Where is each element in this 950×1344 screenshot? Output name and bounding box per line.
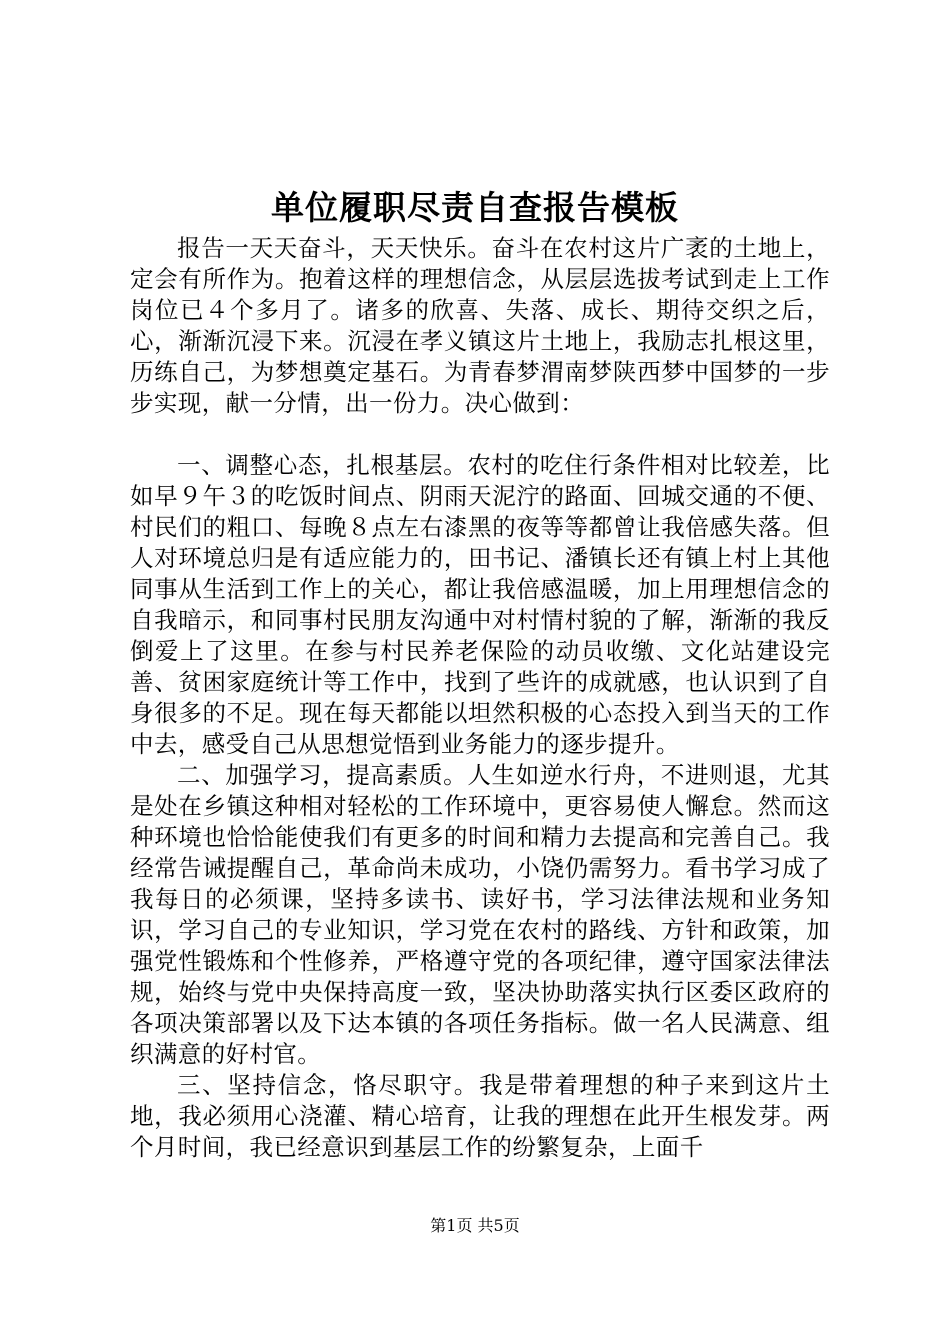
paragraph-section-1: 一、调整心态，扎根基层。农村的吃住行条件相对比较差，比如早９午３的吃饭时间点、阴雨天泥泞的路面、回城交通的不便、村民们的粗口、每晚８点左右漆黑的夜等等都曾让我倍感失落。但人对环境总归是有适应能力的，田书记、潘镇长还有镇上村上其他同事从生活到工作上的关心，都让我倍感温暖，加上用理想信念的自我暗示，和同事村民朋友沟通中对村情村貌的了解，渐渐的我反倒爱上了这里。在参与村民养老保险的动员收缴、文化站建设完善、贫困家庭统计等工作中，找到了些许的成就感，也认识到了自身很多的不足。现在每天都能以坦然积极的心态投入到当天的工作中去，感受自己从思想觉悟到业务能力的逐步提升。 <box>130 451 830 758</box>
paragraph-intro: 报告一天天奋斗，天天快乐。奋斗在农村这片广袤的土地上，定会有所作为。抱着这样的理想信念，从层层选拔考试到走上工作岗位已４个多月了。诸多的欣喜、失落、成长、期待交织之后，心，渐渐沉浸下来。沉浸在孝义镇这片土地上，我励志扎根这里，历练自己，为梦想奠定基石。为青春梦渭南梦陕西梦中国梦的一步步实现，献一分情，出一份力。决心做到： <box>130 234 830 417</box>
document-title: 单位履职尽责自查报告模板 <box>271 188 679 227</box>
document-body <box>130 233 830 1163</box>
paragraph-section-3: 三、坚持信念，恪尽职守。我是带着理想的种子来到这片土地，我必须用心浇灌、精心培育，让我的理想在此开生根发芽。两个月时间，我已经意识到基层工作的纷繁复杂，上面千 <box>130 1071 830 1161</box>
paragraph-spacer <box>130 419 830 450</box>
page-footer: 第1页 共5页 <box>430 1216 520 1235</box>
paragraph-section-2: 二、加强学习，提高素质。人生如逆水行舟，不进则退，尤其是处在乡镇这种相对轻松的工作环境中，更容易使人懈怠。然而这种环境也恰恰能使我们有更多的时间和精力去提高和完善自己。我经常告诫提醒自己，革命尚未成功，小饶仍需努力。看书学习成了我每日的必须课，坚持多读书、读好书，学习法律法规和业务知识，学习自己的专业知识，学习党在农村的路线、方针和政策，加强党性锻炼和个性修养，严格遵守党的各项纪律，遵守国家法律法规，始终与党中央保持高度一致，坚决协助落实执行区委区政府的各项决策部署以及下达本镇的各项任务指标。做一名人民满意、组织满意的好村官。 <box>130 761 830 1068</box>
